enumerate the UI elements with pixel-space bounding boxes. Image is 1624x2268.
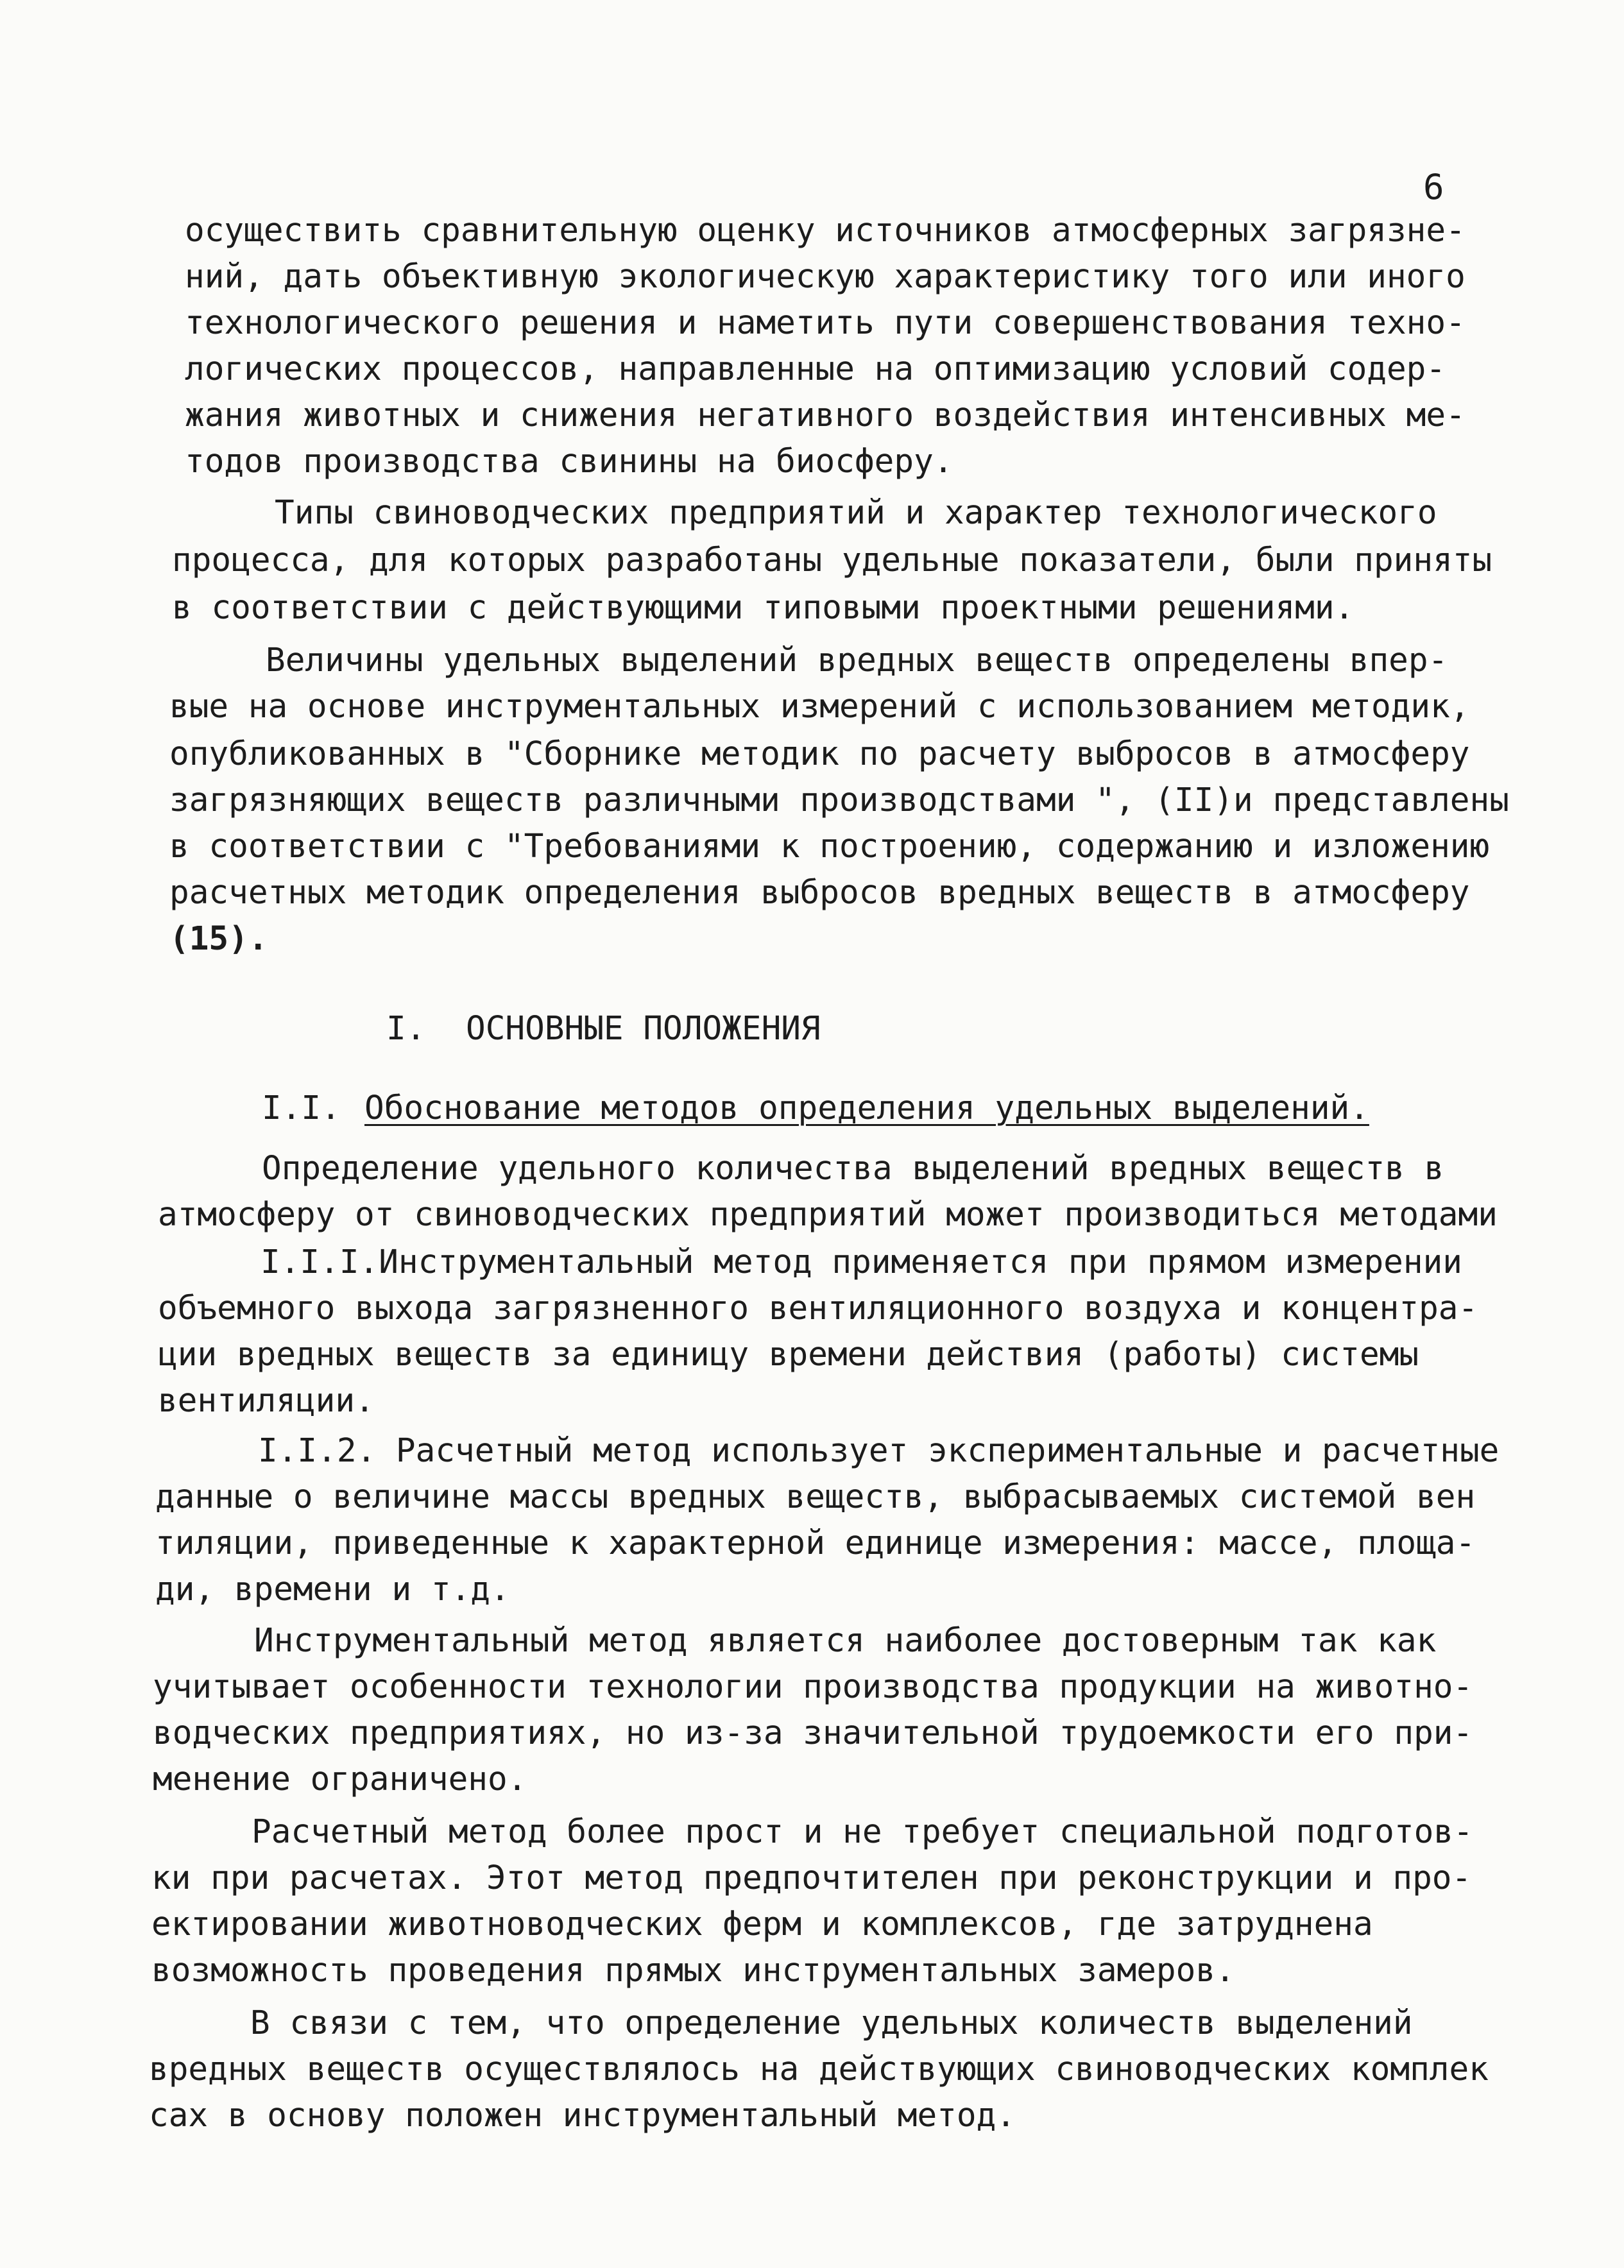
- text-line: расчетных методик определения выбросов вредных веществ в атмосферу: [169, 874, 1470, 912]
- text-line: атмосферу от свиноводческих предприятий может производиться методами: [158, 1196, 1498, 1234]
- text-line: сах в основу положен инструментальный метод.: [149, 2097, 1016, 2135]
- text-line: вредных веществ осуществлялось на действующих свиноводческих комплек: [149, 2051, 1489, 2088]
- text-line: технологического решения и наметить пути совершенствования техно-: [185, 304, 1466, 342]
- subsection-title: Обоснование методов определения удельных выделений.: [364, 1089, 1369, 1127]
- text-line: Типы свиноводческих предприятий и характер технологического: [275, 494, 1437, 532]
- reference-number: (15).: [169, 920, 268, 958]
- text-line: вые на основе инструментальных измерений с использованием методик,: [169, 688, 1470, 726]
- text-line: в соответствии с действующими типовыми проектными решениями.: [172, 589, 1355, 627]
- text-line: I.I.I.Инструментальный метод применяется при прямом измерении: [261, 1243, 1462, 1281]
- text-line: опубликованных в "Сборнике методик по расчету выбросов в атмосферу: [169, 735, 1470, 773]
- text-line: Инструментальный метод является наиболее достоверным так как: [254, 1622, 1437, 1660]
- text-line: ний, дать объективную экологическую характеристику того или иного: [185, 258, 1466, 296]
- text-line: данные о величине массы вредных веществ, выбрасываемых системой вен: [155, 1478, 1476, 1516]
- text-line: Определение удельного количества выделений вредных веществ в: [262, 1150, 1444, 1188]
- text-line: процесса, для которых разработаны удельные показатели, были приняты: [172, 541, 1492, 579]
- text-line: загрязняющих веществ различными производствами ", (II)и представлены: [169, 781, 1509, 819]
- text-line: В связи с тем, что определение удельных количеств выделений: [250, 2004, 1413, 2042]
- text-line: вентиляции.: [158, 1382, 375, 1420]
- text-line: жания животных и снижения негативного воздействия интенсивных ме-: [185, 396, 1466, 434]
- text-line: ди, времени и т.д.: [155, 1571, 510, 1608]
- section-title: ОСНОВНЫЕ ПОЛОЖЕНИЯ: [466, 1010, 821, 1048]
- text-line: в соответствии с "Требованиями к построению, содержанию и изложению: [169, 828, 1490, 865]
- text-line: тиляции, приведенные к характерной единице измерения: массе, площа-: [155, 1524, 1476, 1562]
- section-number: I.: [386, 1010, 426, 1048]
- subsection-number: I.I.: [262, 1089, 341, 1127]
- page-number: 6: [1423, 167, 1444, 207]
- text-line: ции вредных веществ за единицу времени действия (работы) системы: [158, 1336, 1419, 1374]
- text-line: объемного выхода загрязненного вентиляционного воздуха и концентра-: [158, 1290, 1478, 1327]
- text-line: тодов производства свинины на биосферу.: [185, 443, 953, 481]
- text-line: менение ограничено.: [153, 1761, 527, 1798]
- text-line: Величины удельных выделений вредных веществ определены впер-: [266, 642, 1448, 679]
- text-line: I.I.2. Расчетный метод использует экспериментальные и расчетные: [258, 1432, 1500, 1470]
- text-line: Расчетный метод более прост и не требует специальной подготов-: [252, 1813, 1473, 1851]
- text-line: ектировании животноводческих ферм и комплексов, где затруднена: [151, 1906, 1373, 1943]
- text-line: возможность проведения прямых инструментальных замеров.: [151, 1952, 1235, 1990]
- text-line: логических процессов, направленные на оптимизацию условий содер-: [185, 350, 1446, 388]
- text-line: учитывает особенности технологии производства продукции на животно-: [153, 1668, 1473, 1706]
- text-line: осуществить сравнительную оценку источников атмосферных загрязне-: [185, 212, 1466, 250]
- text-line: водческих предприятиях, но из-за значительной трудоемкости его при-: [153, 1714, 1473, 1752]
- text-line: ки при расчетах. Этот метод предпочтителен при реконструкции и про-: [151, 1859, 1472, 1897]
